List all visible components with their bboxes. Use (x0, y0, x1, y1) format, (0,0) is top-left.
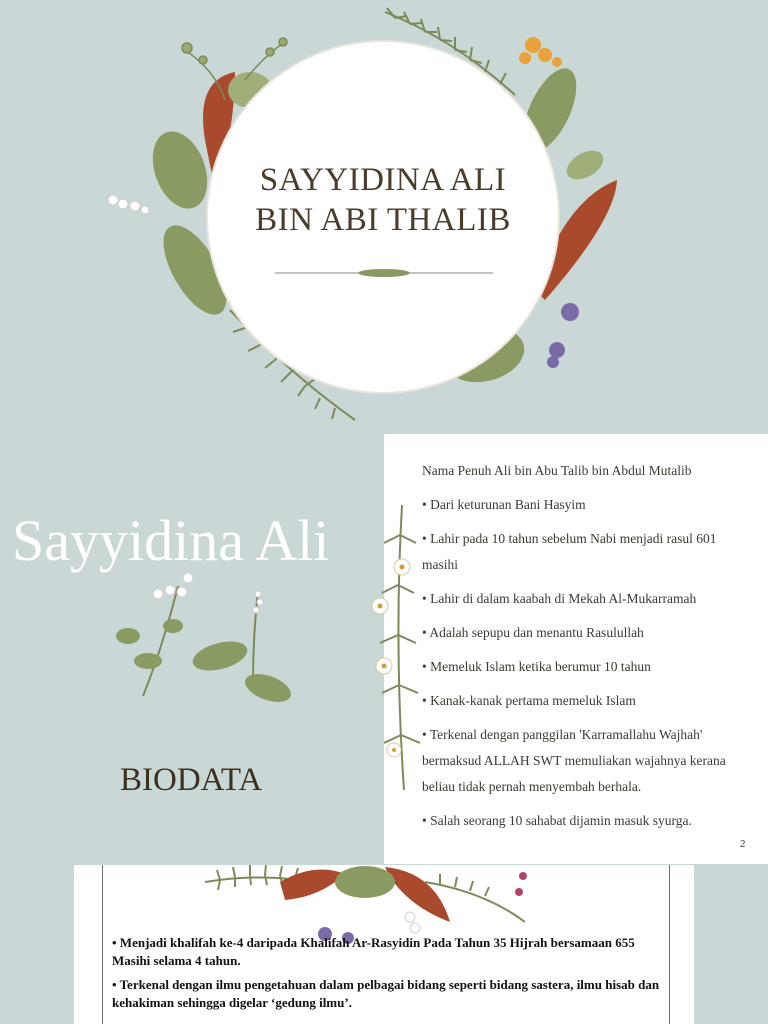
bio-line: • Memeluk Islam ketika berumur 10 tahun (422, 659, 651, 674)
herb-illustration (108, 566, 308, 716)
bio-line: • Lahir di dalam kaabah di Mekah Al-Mukarramah (422, 591, 697, 606)
page-number: 2 (740, 838, 746, 850)
khalifah-point: • Menjadi khalifah ke-4 daripada Khalifah Ar-Rasyidin Pada Tahun 35 Hijrah bersamaan 655 Masihi selama 4 tahun. (112, 935, 635, 968)
section-label: BIODATA (120, 762, 263, 798)
title-line-1: SAYYIDINA ALI (259, 162, 507, 198)
floral-banner (205, 862, 535, 944)
khalifah-points (112, 934, 660, 1018)
title-divider-leaf (275, 268, 493, 278)
bio-line: Nama Penuh Ali bin Abu Talib bin Abdul Mutalib (422, 463, 692, 478)
biodata-list (422, 458, 752, 842)
bio-line: • Kanak-kanak pertama memeluk Islam (422, 693, 636, 708)
khalifah-point: • Terkenal dengan ilmu pengetahuan dalam pelbagai bidang seperti bidang sastera, ilmu hisab dan kehakiman sehingga digelar ‘gedung ilmu’. (112, 977, 660, 1010)
bio-line: • Dari keturunan Bani Hasyim (422, 497, 586, 512)
title-line-2: BIN ABI THALIB (255, 202, 511, 238)
slide-heading: Sayyidina Ali (12, 508, 330, 573)
bio-line: • Salah seorang 10 sahabat dijamin masuk syurga. (422, 813, 692, 828)
bio-line: • Lahir pada 10 tahun sebelum Nabi menjadi rasul 601 masihi (422, 531, 717, 572)
bio-line: • Adalah sepupu dan menantu Rasulullah (422, 625, 644, 640)
bio-line: • Terkenal dengan panggilan 'Karramallahu Wajhah' bermaksud ALLAH SWT memuliakan wajahnya kerana beliau tidak pernah menyembah berhala. (422, 727, 726, 794)
presentation-title (208, 160, 558, 240)
